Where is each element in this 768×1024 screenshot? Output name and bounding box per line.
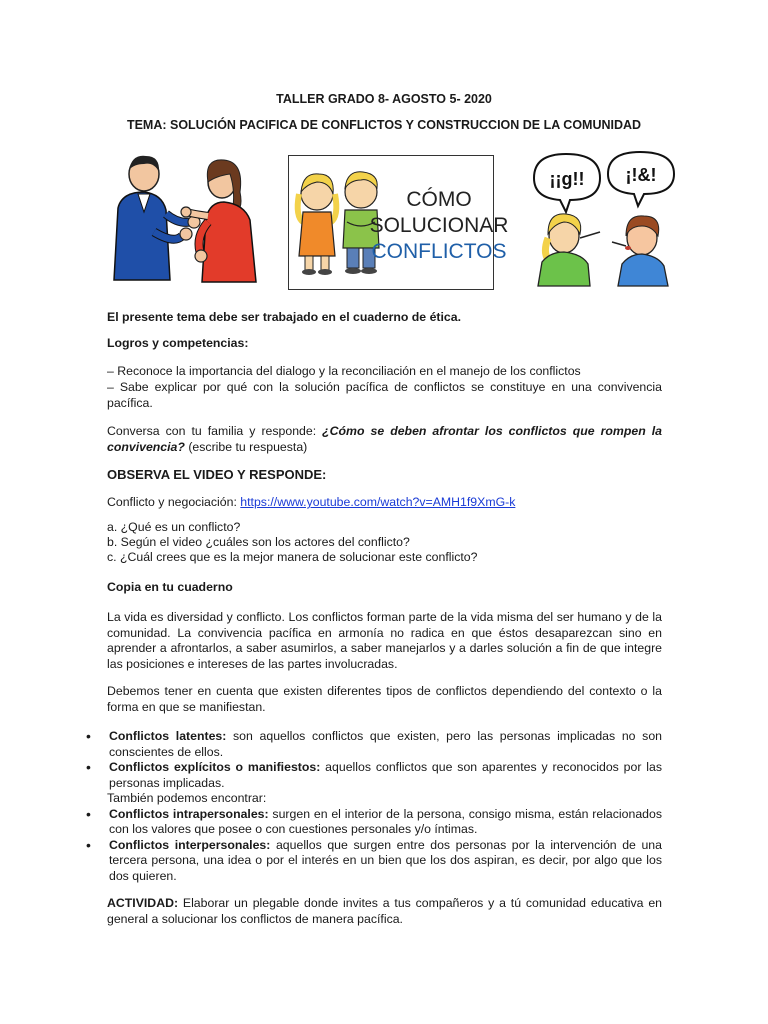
intra-term: Conflictos intrapersonales: bbox=[109, 806, 269, 821]
shouting-kids-image bbox=[530, 150, 678, 286]
video-line bbox=[107, 495, 662, 511]
arguing-couple-image bbox=[104, 152, 272, 286]
bullet-icon: • bbox=[86, 836, 91, 853]
tambien-text: También podemos encontrar: bbox=[107, 791, 267, 805]
conversa-question: ¿Cómo se deben afrontar los conflictos que rompen la convivencia? bbox=[107, 424, 662, 454]
explicitos-text: aquellos conflictos que son aparentes y reconocidos por las personas implicadas. bbox=[109, 760, 662, 790]
actividad-paragraph bbox=[107, 896, 662, 927]
intro-text: El presente tema debe ser trabajado en el cuaderno de ética. bbox=[107, 310, 462, 324]
list-item bbox=[84, 729, 662, 760]
list-item bbox=[84, 760, 662, 791]
bullet-icon: • bbox=[86, 728, 91, 744]
como-label: CÓMO bbox=[406, 188, 472, 211]
latentes-term: Conflictos latentes: bbox=[109, 729, 227, 743]
bullet-icon: • bbox=[86, 805, 91, 822]
list-item bbox=[84, 838, 662, 885]
conversa-paragraph bbox=[107, 424, 662, 455]
copia-paragraph-1: La vida es diversidad y conflicto. Los conflictos forman parte de la vida misma del ser humano y de la comunidad. La convivencia pacífica en armonía no radica en que éstos desaparezcan sino en aprender a afrontarlos, a saber asumirlos, a saber manejarlos y a darles solución a fin de que integre las posiciones e intereses de las partes involucradas. bbox=[107, 610, 662, 671]
inter-term: Conflictos interpersonales: bbox=[109, 837, 271, 852]
logros-heading: Logros y competencias: bbox=[107, 336, 249, 350]
como-solucionar-conflictos-image bbox=[288, 155, 509, 290]
inter-text: aquellos que surgen entre dos personas por la intervención de una tercera persona, una idea o por el interés en un bien que los dos aspiran, es decir, por algo que los dos quieren. bbox=[109, 837, 662, 883]
bubble-left-text: ¡¡g!! bbox=[549, 169, 585, 189]
logro-item-2: – Sabe explicar por qué con la solución pacífica de conflictos se constituye en una convivencia pacífica. bbox=[107, 380, 662, 410]
copia-heading: Copia en tu cuaderno bbox=[107, 580, 233, 594]
video-heading: OBSERVA EL VIDEO Y RESPONDE: bbox=[107, 467, 327, 482]
list-item bbox=[84, 807, 662, 838]
actividad-text: Elaborar un plegable donde invites a tus compañeros y a tú comunidad educativa en general a solucionar los conflictos de manera pacífica. bbox=[107, 896, 662, 926]
document-topic: TEMA: SOLUCIÓN PACIFICA DE CONFLICTOS Y CONSTRUCCION DE LA COMUNIDAD bbox=[126, 118, 642, 132]
conversa-prefix: Conversa con tu familia y responde: bbox=[107, 424, 323, 438]
question-b: b. Según el video ¿cuáles son los actores del conflicto? bbox=[107, 535, 410, 549]
logro-item-1: – Reconoce la importancia del dialogo y la reconciliación en el manejo de los conflictos bbox=[107, 364, 581, 378]
conversa-suffix: (escribe tu respuesta) bbox=[184, 439, 308, 454]
document-title: TALLER GRADO 8- AGOSTO 5- 2020 bbox=[276, 92, 492, 106]
actividad-term: ACTIVIDAD: bbox=[107, 896, 179, 910]
explicitos-term: Conflictos explícitos o manifiestos: bbox=[109, 760, 321, 774]
conflictos-label: CONFLICTOS bbox=[371, 240, 507, 263]
video-label: Conflicto y negociación: bbox=[107, 495, 241, 509]
bubble-right-text: ¡!&! bbox=[625, 165, 657, 185]
video-link[interactable]: https://www.youtube.com/watch?v=AMH1f9XmG-k bbox=[240, 495, 516, 509]
latentes-text: son aquellos conflictos que existen, pero las personas implicadas no son conscientes de ellos. bbox=[109, 729, 662, 759]
solucionar-label: SOLUCIONAR bbox=[369, 214, 509, 237]
intra-text: surgen en el interior de la persona, consigo misma, están relacionados con los valores que posee o con cuestiones personales y/o íntimas. bbox=[109, 806, 662, 836]
question-c: c. ¿Cuál crees que es la mejor manera de solucionar este conflicto? bbox=[107, 550, 478, 564]
question-a: a. ¿Qué es un conflicto? bbox=[107, 520, 241, 534]
bullet-icon: • bbox=[86, 759, 91, 775]
conflict-types-list bbox=[84, 729, 662, 884]
copia-paragraph-2: Debemos tener en cuenta que existen diferentes tipos de conflictos dependiendo del contexto o la forma en que se manifiestan. bbox=[107, 684, 662, 714]
